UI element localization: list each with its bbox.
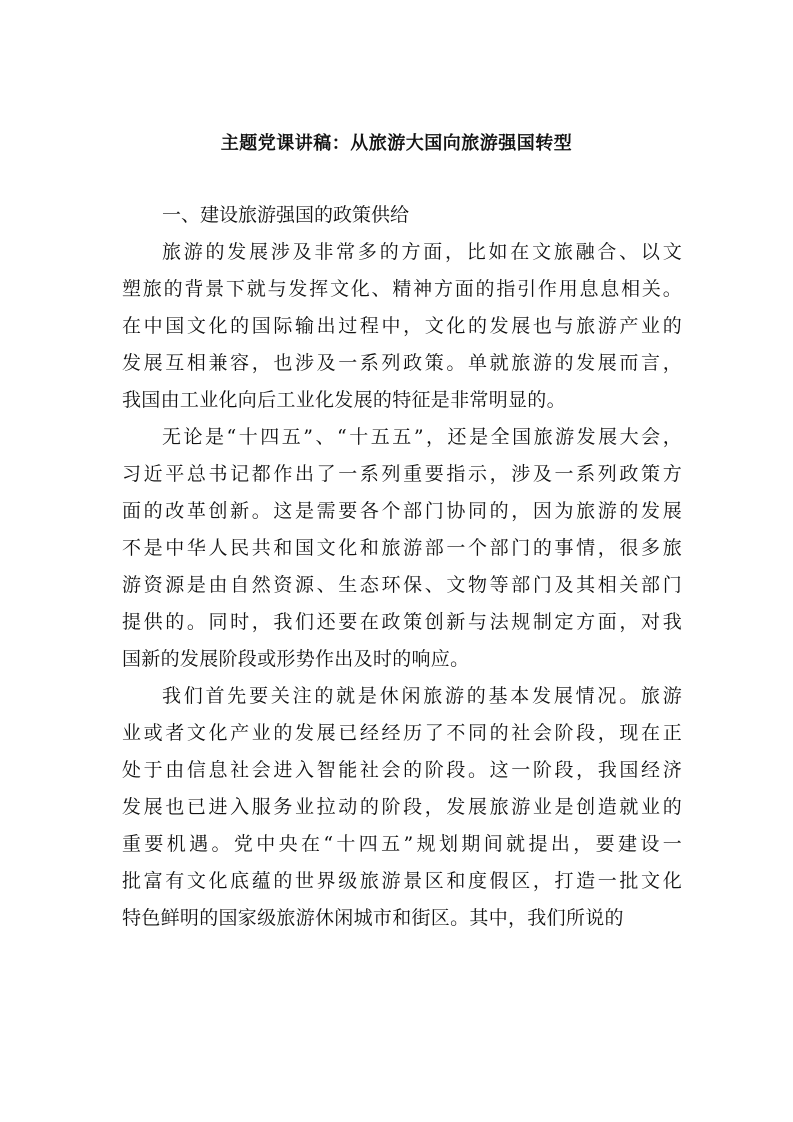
paragraph: [122, 678, 682, 937]
paragraph-line: 处于由信息社会进入智能社会的阶段。这一阶段，我国经济: [122, 759, 682, 781]
paragraph-line: 面的改革创新。这是需要各个部门协同的，因为旅游的发展: [122, 500, 682, 522]
document-title: 主题党课讲稿：从旅游大国向旅游强国转型: [220, 133, 573, 154]
paragraph-line: 我国由工业化向后工业化发展的特征是非常明显的。: [122, 389, 566, 411]
paragraph-line: 重要机遇。党中央在“十四五”规划期间就提出，要建设一: [122, 833, 682, 855]
paragraph-line: 习近平总书记都作出了一系列重要指示，涉及一系列政策方: [122, 463, 682, 485]
paragraph-line: 无论是“十四五”、“十五五”，还是全国旅游发展大会，: [162, 426, 682, 448]
section-heading: 一、建设旅游强国的政策供给: [162, 204, 410, 226]
paragraph: [122, 234, 682, 419]
paragraph-line: 不是中华人民共和国文化和旅游部一个部门的事情，很多旅: [122, 537, 682, 559]
paragraph: [122, 419, 682, 678]
document-body: [122, 197, 682, 937]
paragraph-line: 提供的。同时，我们还要在政策创新与法规制定方面，对我: [122, 611, 682, 633]
paragraph-line: 游资源是由自然资源、生态环保、文物等部门及其相关部门: [122, 574, 682, 596]
paragraph-line: 国新的发展阶段或形势作出及时的响应。: [122, 648, 470, 670]
paragraph-line: 塑旅的背景下就与发挥文化、精神方面的指引作用息息相关。: [122, 278, 682, 300]
paragraph-line: 我们首先要关注的就是休闲旅游的基本发展情况。旅游: [162, 685, 682, 707]
paragraph-line: 发展互相兼容，也涉及一系列政策。单就旅游的发展而言，: [122, 352, 682, 374]
paragraph-line: 特色鲜明的国家级旅游休闲城市和街区。其中，我们所说的: [122, 907, 624, 929]
paragraph-line: 业或者文化产业的发展已经经历了不同的社会阶段，现在正: [122, 722, 682, 744]
paragraph-line: 旅游的发展涉及非常多的方面，比如在文旅融合、以文: [162, 241, 682, 263]
paragraph-line: 批富有文化底蕴的世界级旅游景区和度假区，打造一批文化: [122, 870, 682, 892]
paragraph-line: 在中国文化的国际输出过程中，文化的发展也与旅游产业的: [122, 315, 682, 337]
paragraph-line: 发展也已进入服务业拉动的阶段，发展旅游业是创造就业的: [122, 796, 682, 818]
